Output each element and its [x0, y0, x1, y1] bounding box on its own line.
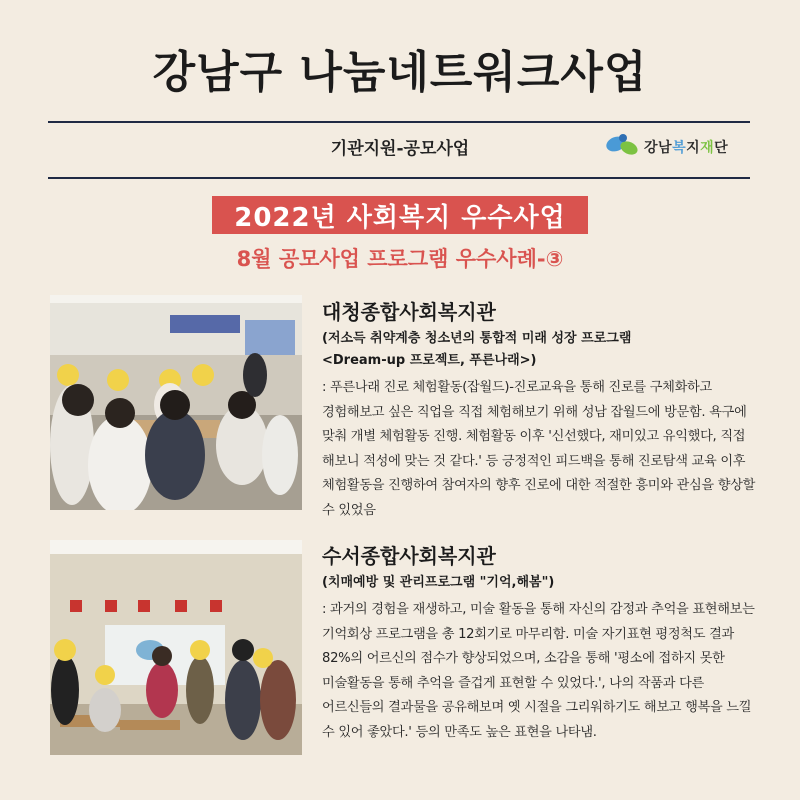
case2-organization: 수서종합사회복지관: [322, 544, 496, 568]
year-banner: 2022년 사회복지 우수사업: [212, 196, 588, 234]
case1-organization: 대청종합사회복지관: [322, 300, 496, 324]
case2-program-line1: (치매예방 및 관리프로그램 "기억,해봄"): [322, 575, 555, 590]
case1-program-line2: <Dream-up 프로젝트, 푸른나래>): [322, 353, 537, 368]
section-subtitle: 8월 공모사업 프로그램 우수사례-③: [236, 247, 564, 271]
divider-top: [48, 121, 750, 123]
category-label: 기관지원-공모사업: [330, 139, 470, 159]
case-card-1: [322, 296, 758, 524]
divider-bottom: [48, 177, 750, 179]
group-photo-icon: [50, 295, 302, 510]
case-card-2: [322, 540, 758, 746]
foundation-logo: [602, 131, 742, 163]
foundation-logo-icon: [602, 131, 642, 163]
page-title: 강남구 나눔네트워크사업: [152, 47, 648, 98]
case1-program-line1: (저소득 취약계층 청소년의 통합적 미래 성장 프로그램: [322, 331, 632, 346]
case1-description: : 푸른나래 진로 체험활동(잡월드)-진로교육을 통해 진로를 구체화하고 경험해보고 싶은 직업을 직접 체험해보기 위해 성남 잡월드에 방문함. 욕구에 맞춰 개별 체험활동 진행. 체험활동 이후 '신선했다, 재미있고 유익했다, 직접 해보니 적성에 맞는 것 같다.' 등 긍정적인 피드백을 통해 진로탐색 교육 이후 체험활동을 진행하여 참여자의 향후 진로에 대한 적절한 흥미와 관심을 향상할 수 있었음: [322, 380, 756, 518]
case2-photo: [50, 540, 302, 755]
foundation-logo-text: 강남복지재단: [644, 140, 729, 156]
case1-photo: [50, 295, 302, 510]
art-class-photo-icon: [50, 540, 302, 755]
case2-description: : 과거의 경험을 재생하고, 미술 활동을 통해 자신의 감정과 추억을 표현해보는 기억회상 프로그램을 총 12회기로 마무리함. 미술 자기표현 평정척도 결과 82%의 어르신의 점수가 향상되었으며, 소감을 통해 '평소에 접하지 못한 미술활동을 통해 추억을 즐겁게 표현할 수 있었다.', 나의 작품과 다른 어르신들의 결과물을 공유해보며 옛 시절을 그리워하기도 해보고 행복을 느낄 수 있어 좋았다.' 등의 만족도 높은 표현을 나타냄.: [322, 602, 755, 740]
